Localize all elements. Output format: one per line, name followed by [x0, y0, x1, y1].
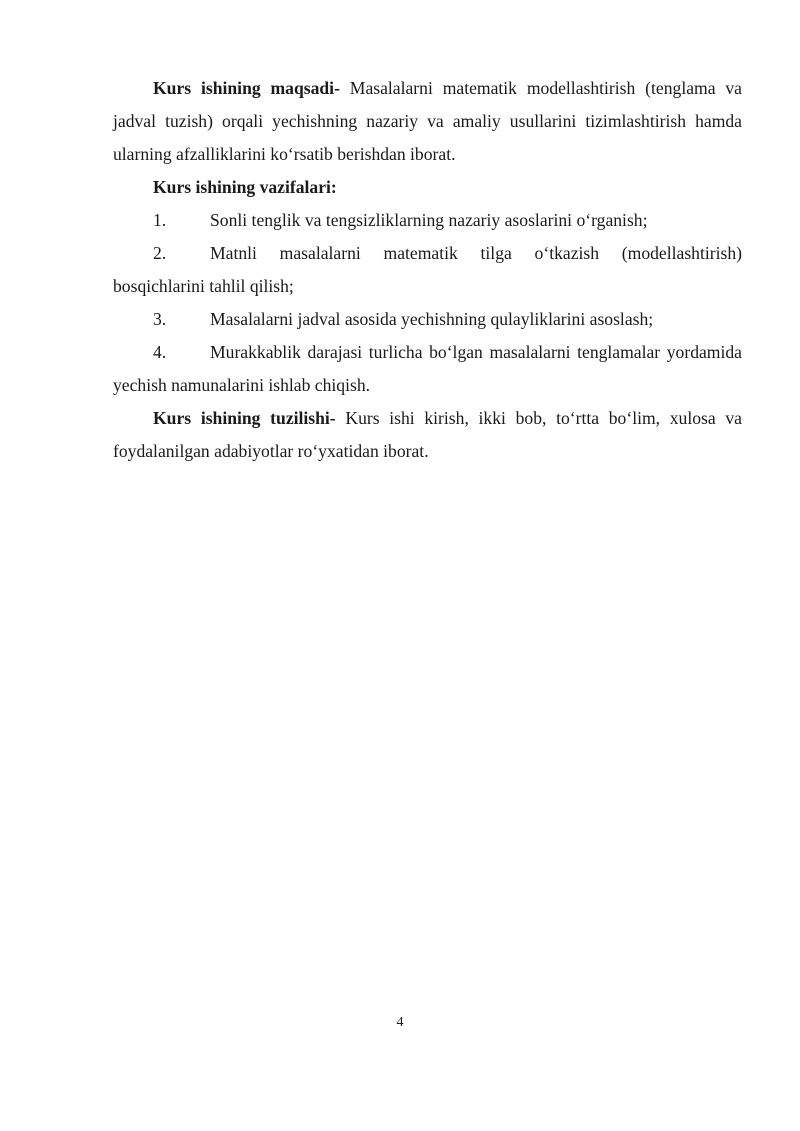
task-number: 3.	[153, 309, 167, 329]
task-text: Matnli masalalarni matematik tilga o‘tkazish (modellashtirish) bosqichlarini tahlil qilish;	[113, 243, 742, 296]
task-item-2	[113, 237, 742, 303]
task-item-3	[113, 303, 742, 336]
structure-text: Kurs ishi kirish, ikki bob, to‘rtta bo‘lim, xulosa va foydalanilgan adabiyotlar ro‘yxatidan iborat.	[113, 408, 742, 461]
purpose-paragraph	[113, 72, 742, 171]
task-number: 1.	[153, 210, 167, 230]
purpose-text: Masalalarni matematik modellashtirish (tenglama va jadval tuzish) orqali yechishning nazariy va amaliy usullarini tizimlashtirish hamda ularning afzalliklarini ko‘rsatib berishdan iborat.	[113, 78, 742, 164]
task-text: Murakkablik darajasi turlicha bo‘lgan masalalarni tenglamalar yordamida yechish namunalarini ishlab chiqish.	[113, 342, 742, 395]
tasks-heading: Kurs ishining vazifalari:	[153, 177, 337, 197]
task-text: Masalalarni jadval asosida yechishning qulayliklarini asoslash;	[210, 309, 654, 329]
task-number: 2.	[153, 243, 167, 263]
structure-paragraph	[113, 402, 742, 468]
structure-label: Kurs ishining tuzilishi-	[153, 408, 336, 428]
task-item-4	[113, 336, 742, 402]
page-number: 4	[396, 1015, 404, 1030]
task-text: Sonli tenglik va tengsizliklarning nazariy asoslarini o‘rganish;	[210, 210, 648, 230]
task-number: 4.	[153, 342, 167, 362]
page-content	[113, 72, 742, 468]
task-item-1	[113, 204, 742, 237]
purpose-label: Kurs ishining maqsadi-	[153, 78, 340, 98]
